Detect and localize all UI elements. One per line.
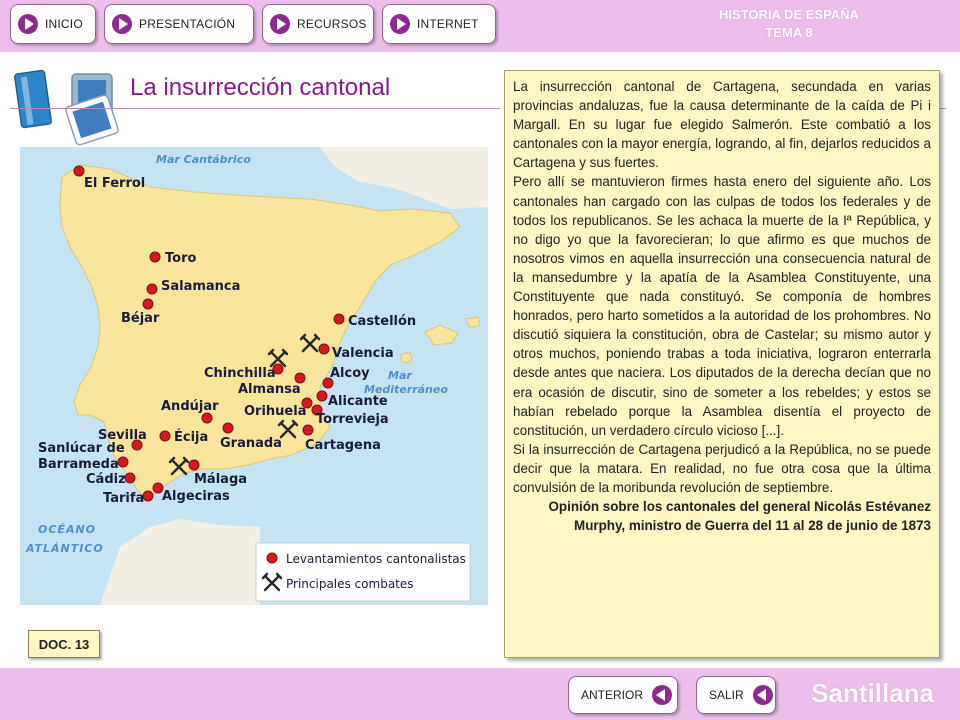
title-divider bbox=[10, 108, 500, 109]
city-label: Toro bbox=[165, 251, 197, 266]
course-unit: TEMA 8 bbox=[765, 25, 813, 40]
course-title bbox=[714, 6, 864, 42]
nav-presentacion-button[interactable] bbox=[104, 4, 254, 44]
title-divider-right bbox=[940, 108, 946, 109]
paragraph: Si la insurrección de Cartagena perjudicó a la República, no se puede decir que la matara. En realidad, no fue otra cosa que la última convulsión de la moribunda revolución de septiembre. bbox=[513, 441, 931, 495]
city-label: Salamanca bbox=[161, 279, 241, 294]
play-arrow-icon bbox=[389, 13, 411, 35]
spain-cantonal-map bbox=[20, 147, 488, 605]
city-label: Sanlúcar de bbox=[38, 441, 125, 456]
city-label: Cádiz bbox=[86, 472, 126, 487]
uprising-marker bbox=[223, 423, 233, 433]
city-label: Cartagena bbox=[305, 438, 381, 453]
doc-badge: DOC. 13 bbox=[28, 630, 100, 658]
back-arrow-icon bbox=[651, 684, 673, 706]
city-label: Algeciras bbox=[162, 489, 230, 504]
course-subject: HISTORIA DE ESPAÑA bbox=[719, 7, 859, 22]
uprising-marker bbox=[118, 457, 128, 467]
nav-recursos-button[interactable] bbox=[262, 4, 374, 44]
nav-internet-label: INTERNET bbox=[417, 17, 479, 31]
map-legend bbox=[256, 543, 470, 601]
back-arrow-icon bbox=[752, 684, 774, 706]
uprising-marker bbox=[202, 413, 212, 423]
legend-uprisings-label: Levantamientos cantonalistas bbox=[286, 552, 466, 566]
city-label: Écija bbox=[174, 430, 209, 445]
nav-presentacion-label: PRESENTACIÓN bbox=[139, 17, 236, 31]
nav-inicio-label: INICIO bbox=[45, 17, 83, 31]
uprising-marker bbox=[317, 391, 327, 401]
salir-button[interactable] bbox=[696, 676, 776, 714]
city-label: Andújar bbox=[161, 399, 219, 414]
publisher-logo: Santillana bbox=[811, 678, 934, 708]
play-arrow-icon bbox=[111, 13, 133, 35]
anterior-label: ANTERIOR bbox=[581, 688, 644, 702]
city-label: Béjar bbox=[121, 311, 160, 326]
uprising-marker bbox=[74, 166, 84, 176]
city-salamanca bbox=[147, 279, 240, 294]
city-label: El Ferrol bbox=[84, 176, 146, 191]
city-label: Barrameda bbox=[38, 457, 119, 472]
city-label: Tarifa bbox=[103, 491, 145, 506]
uprising-marker bbox=[147, 284, 157, 294]
uprising-marker bbox=[334, 314, 344, 324]
salir-label: SALIR bbox=[709, 688, 744, 702]
city-label: Málaga bbox=[194, 472, 248, 487]
sea-label-cantabrico: Mar Cantábrico bbox=[156, 153, 251, 166]
city-label: Sevilla bbox=[98, 428, 147, 443]
city-label: Almansa bbox=[238, 382, 301, 397]
uprising-marker bbox=[150, 252, 160, 262]
ocean-label-oceano: OCÉANO bbox=[38, 523, 97, 536]
nav-internet-button[interactable] bbox=[382, 4, 496, 44]
uprising-marker bbox=[303, 425, 313, 435]
sea-label-mediterraneo: Mediterráneo bbox=[364, 383, 448, 396]
uprising-marker bbox=[319, 344, 329, 354]
uprising-marker bbox=[189, 460, 199, 470]
page-title: La insurrección cantonal bbox=[130, 74, 391, 101]
paragraph: La insurrección cantonal de Cartagena, secundada en varias provincias andaluzas, fue la causa determinante de la caída de Pi i Margall. En su lugar fue elegido Salmerón. Este combatió a los cantonales con la mayor energía, logrando, al fin, dejarlos reducidos a Cartagena y sus fuertes. bbox=[513, 79, 931, 171]
uprising-marker bbox=[160, 431, 170, 441]
city-label: Chinchilla bbox=[204, 366, 276, 381]
city-label: Torrevieja bbox=[316, 412, 389, 427]
city-label: Orihuela bbox=[244, 404, 307, 419]
play-arrow-icon bbox=[269, 13, 291, 35]
uprising-marker bbox=[143, 299, 153, 309]
city-sanlucar bbox=[38, 441, 128, 472]
nav-inicio-button[interactable] bbox=[10, 4, 96, 44]
source-citation: Opinión sobre los cantonales del general Nicolás Estévanez Murphy, ministro de Guerra del 11 al 28 de junio de 1873 bbox=[548, 499, 931, 534]
anterior-button[interactable] bbox=[568, 676, 678, 714]
nav-recursos-label: RECURSOS bbox=[297, 17, 367, 31]
sea-label-mar: Mar bbox=[388, 369, 412, 382]
paragraph: Pero allí se mantuvieron firmes hasta enero del siguiente año. Los cantonales han cargado con las culpas de todos los federales y de todos los republicanos. Se les achaca la muerte de la Iª República, y no digo yo que la favorecieran; lo que afirmo es que muchos de nosotros vimos en aquella insurrección una consecuencia natural de la mansedumbre y la apatía de la Asamblea Constituyente, una Constituyente que nada constituyó. Se componía de hombres honrados, pero harto sometidos a la autoridad de los prohombres. No discutió siquiera la constitución, obra de Castelar; su mismo autor y otros muchos, poniendo trabas a toda iniciativa, lograron enterrarla desde antes que naciera. Los diputados de la derecha decían que no era ocasión de discutir, sino de someter a los rebeldes; y estos se habían rebelado porque la Asamblea disentía el proyecto de constitución, un verdadero círculo vicioso [...]. bbox=[513, 174, 931, 438]
text-panel bbox=[504, 70, 940, 658]
city-label: Alcoy bbox=[330, 366, 370, 381]
city-label: Castellón bbox=[348, 314, 417, 329]
city-alicante bbox=[317, 391, 388, 409]
legend-uprising-marker bbox=[267, 553, 277, 563]
city-label: Alicante bbox=[328, 394, 388, 409]
uprising-marker bbox=[125, 473, 135, 483]
ocean-label-atlantico: ATLÁNTICO bbox=[26, 542, 104, 555]
play-arrow-icon bbox=[17, 13, 39, 35]
city-label: Granada bbox=[220, 436, 282, 451]
legend-battles-label: Principales combates bbox=[286, 577, 414, 591]
city-label: Valencia bbox=[332, 346, 394, 361]
uprising-marker bbox=[143, 491, 153, 501]
